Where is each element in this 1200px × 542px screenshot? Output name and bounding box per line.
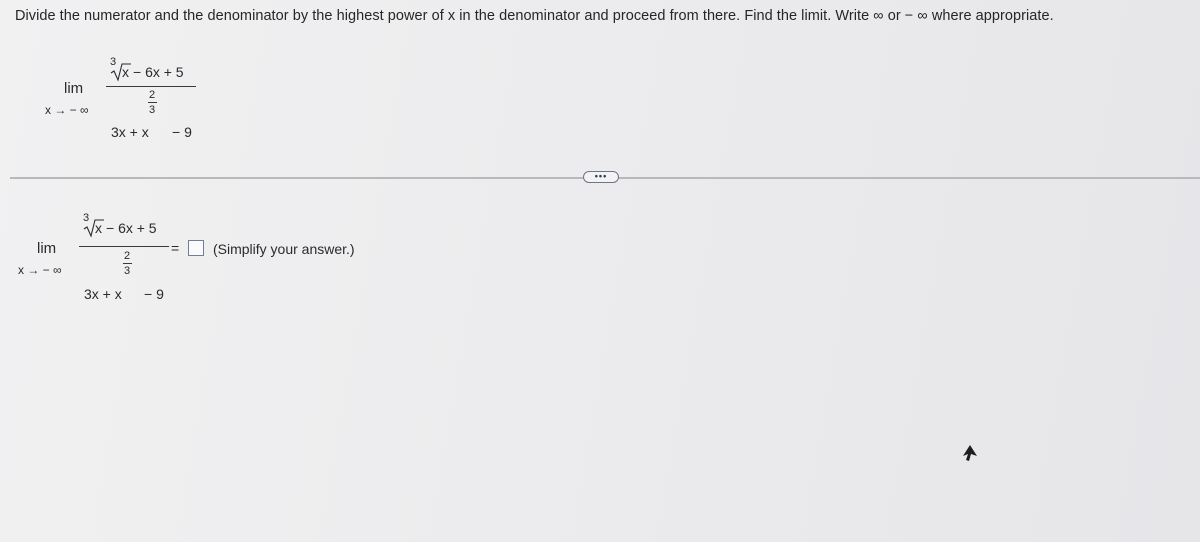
denominator-tail: − 9	[172, 124, 192, 140]
exponent-numerator: 2	[149, 89, 156, 101]
exponent-bar	[148, 102, 157, 103]
root-index: 3	[110, 56, 117, 68]
limit-word: lim	[37, 240, 57, 257]
limit-subscript: x → − ∞	[18, 263, 62, 277]
denominator-lead: 3x + x	[111, 124, 149, 140]
exponent-denominator: 3	[124, 265, 131, 277]
limit-word: lim	[64, 80, 84, 97]
exponent-numerator: 2	[124, 250, 131, 262]
exponent-bar	[123, 263, 132, 264]
denominator-tail: − 9	[144, 286, 164, 302]
denominator-lead: 3x + x	[84, 286, 122, 302]
more-options-button[interactable]: •••	[583, 171, 619, 183]
answer-input[interactable]	[188, 240, 204, 256]
equals-sign: =	[171, 240, 180, 256]
root-index: 3	[83, 212, 90, 224]
mouse-cursor-icon	[962, 444, 978, 462]
instruction-text: Divide the numerator and the denominator by the highest power of x in the denominator and proceed from there. Find the limit. Write ∞ or − ∞ where appropriate.	[15, 8, 1054, 24]
numerator-rest: − 6x + 5	[133, 64, 184, 80]
fraction-bar	[106, 86, 196, 87]
radicand: x	[122, 64, 129, 80]
limit-subscript: x → − ∞	[45, 103, 89, 117]
fraction-bar	[79, 246, 169, 247]
numerator-rest: − 6x + 5	[106, 220, 157, 236]
simplify-hint: (Simplify your answer.)	[213, 241, 355, 257]
exponent-denominator: 3	[149, 104, 156, 116]
radicand: x	[95, 220, 102, 236]
